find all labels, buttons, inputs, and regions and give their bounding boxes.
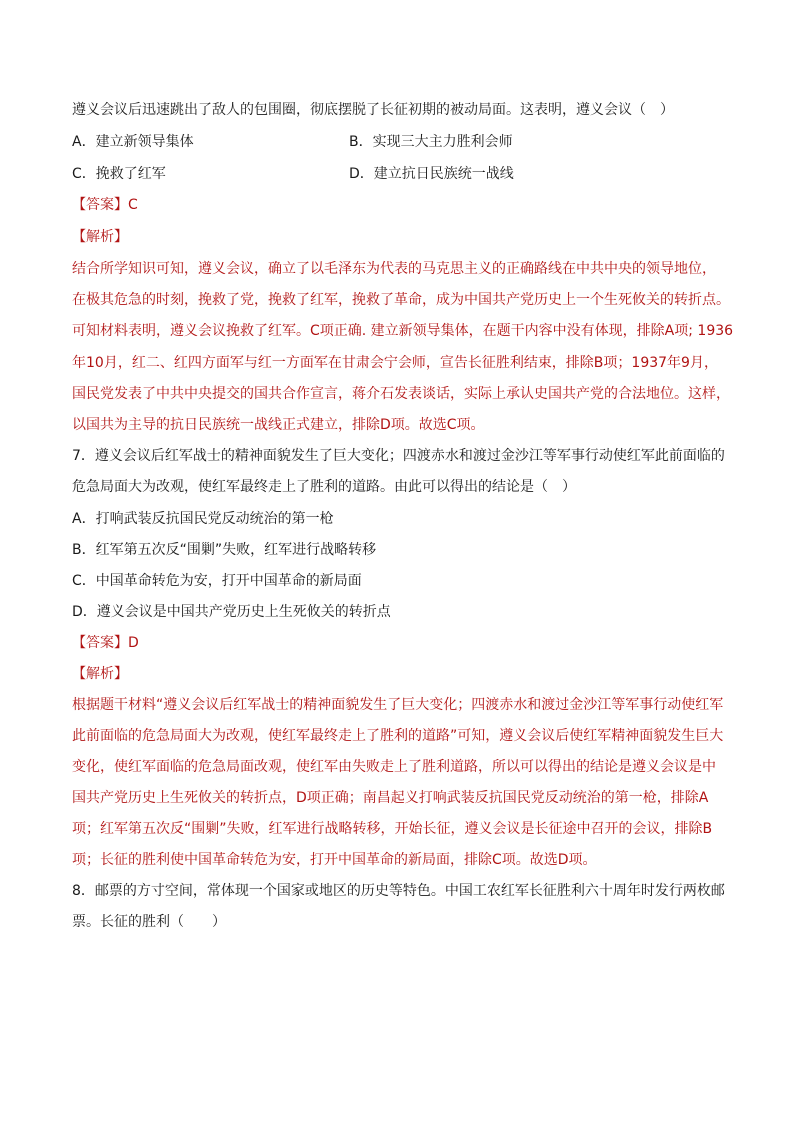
q6-stem: 遵义会议后迅速跳出了敌人的包围圈，彻底摆脱了长征初期的被动局面。这表明，遵义会议（ ） <box>72 102 674 118</box>
q6-option-c: C．挽救了红军 <box>72 166 166 182</box>
q7-analysis-line: 国共产党历史上生死攸关的转折点，D项正确；南昌起义打响武装反抗国民党反动统治的第一枪，排除A <box>72 790 709 806</box>
q7-analysis-line: 项；红军第五次反“围剿”失败，红军进行战略转移，开始长征，遵义会议是长征途中召开的会议，排除B <box>72 821 713 837</box>
q6-option-a: A．建立新领导集体 <box>72 134 194 150</box>
q8-stem-line: 票。长征的胜利（ ） <box>72 914 226 930</box>
q6-analysis-line: 可知材料表明，遵义会议挽救了红军。C项正确. 建立新领导集体，在题干内容中没有体现，排除A项; 1936 <box>72 323 734 339</box>
q7-option-b: B．红军第五次反“围剿”失败，红军进行战略转移 <box>72 542 377 558</box>
q6-analysis-line: 国民党发表了中共中央提交的国共合作宣言，蒋介石发表谈话，实际上承认史国共产党的合法地位。这样， <box>72 386 730 402</box>
q6-analysis-line: 以国共为主导的抗日民族统一战线正式建立，排除D项。故选C项。 <box>72 417 485 433</box>
q7-option-c: C．中国革命转危为安，打开中国革命的新局面 <box>72 573 362 589</box>
q6-option-b: B．实现三大主力胜利会师 <box>349 134 513 150</box>
q7-analysis-line: 此前面临的危急局面大为改观，使红军最终走上了胜利的道路”可知，遵义会议后使红军精神面貌发生巨大 <box>72 728 724 744</box>
q7-option-d: D．遵义会议是中国共产党历史上生死攸关的转折点 <box>72 604 391 620</box>
q6-option-d: D．建立抗日民族统一战线 <box>349 166 514 182</box>
q8-stem-line: 8．邮票的方寸空间，常体现一个国家或地区的历史等特色。中国工农红军长征胜利六十周年时发行两枚邮 <box>72 883 725 899</box>
q7-analysis-line: 项；长征的胜利使中国革命转危为安，打开中国革命的新局面，排除C项。故选D项。 <box>72 852 597 868</box>
q6-analysis-line: 年10月，红二、红四方面军与红一方面军在甘肃会宁会师，宣告长征胜利结束，排除B项；1937年9月， <box>72 355 718 371</box>
q7-option-a: A．打响武装反抗国民党反动统治的第一枪 <box>72 511 334 527</box>
q6-answer: 【答案】C <box>72 197 138 213</box>
q7-answer: 【答案】D <box>72 635 139 651</box>
q7-analysis-line: 变化，使红军面临的危急局面改观，使红军由失败走上了胜利道路，所以可以得出的结论是遵义会议是中 <box>72 759 716 775</box>
q7-stem-line: 7．遵义会议后红军战士的精神面貌发生了巨大变化；四渡赤水和渡过金沙江等军事行动使红军此前面临的 <box>72 448 725 464</box>
q6-analysis-line: 结合所学知识可知，遵义会议，确立了以毛泽东为代表的马克思主义的正确路线在中共中央的领导地位， <box>72 261 716 277</box>
q7-analysis-label: 【解析】 <box>72 666 128 682</box>
q6-analysis-line: 在极其危急的时刻，挽救了党，挽救了红军，挽救了革命，成为中国共产党历史上一个生死攸关的转折点。 <box>72 292 730 308</box>
q7-analysis-line: 根据题干材料“遵义会议后红军战士的精神面貌发生了巨大变化；四渡赤水和渡过金沙江等军事行动使红军 <box>72 697 724 713</box>
q7-stem-line: 危急局面大为改观，使红军最终走上了胜利的道路。由此可以得出的结论是（ ） <box>72 479 576 495</box>
q6-analysis-label: 【解析】 <box>72 229 128 245</box>
